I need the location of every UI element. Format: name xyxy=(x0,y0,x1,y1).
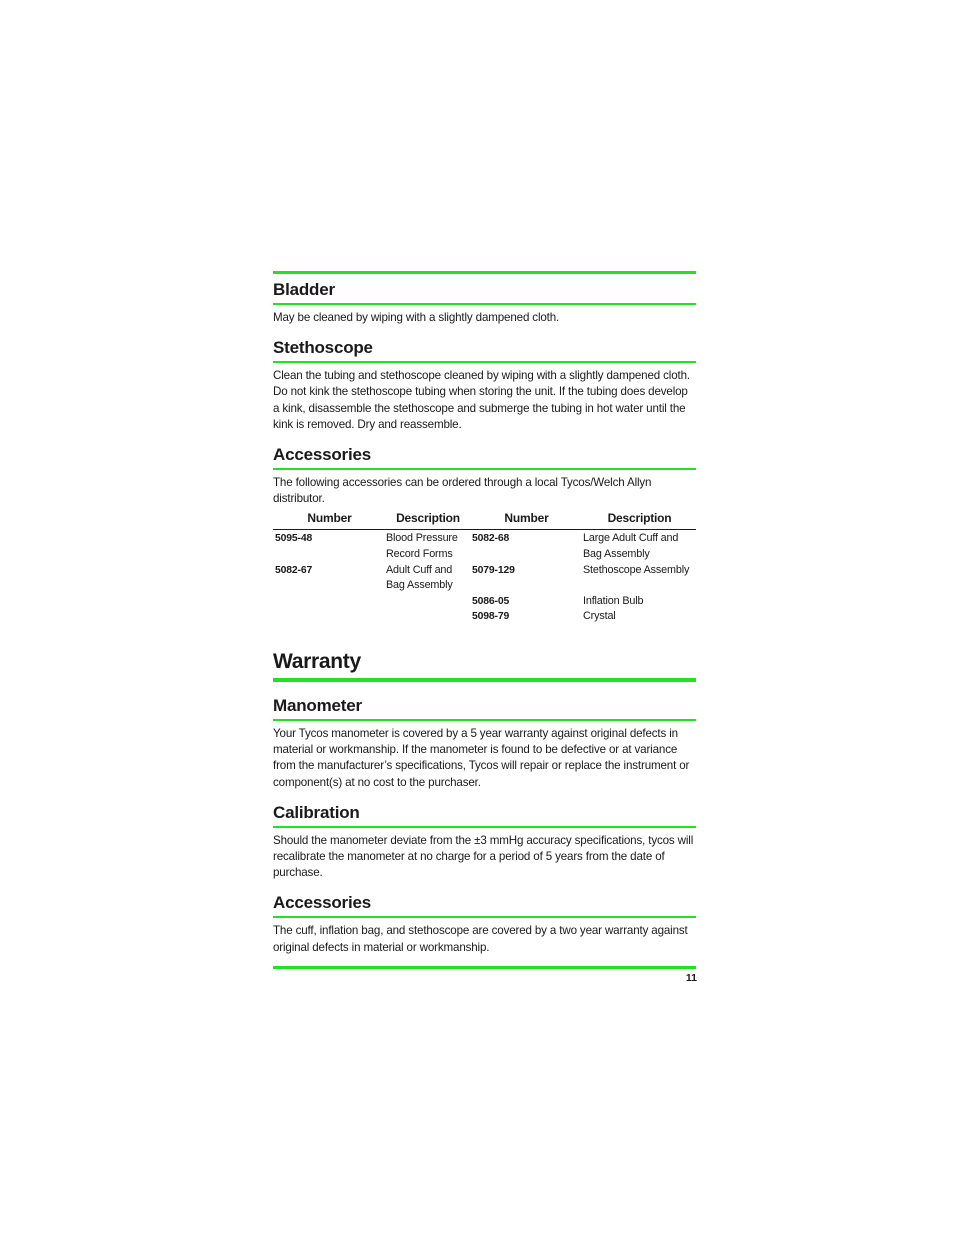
part-number: 5095-48 xyxy=(275,533,313,545)
accessories-heading: Accessories xyxy=(273,445,371,465)
column-header-description: Description xyxy=(583,509,696,530)
accessories-table xyxy=(273,509,696,625)
top-rule xyxy=(273,271,696,274)
part-number: 5098-79 xyxy=(472,611,510,623)
table-row xyxy=(273,563,696,594)
stethoscope-heading: Stethoscope xyxy=(273,338,373,358)
part-description: Crystal xyxy=(583,610,616,623)
part-description: Adult Cuff and Bag Assembly xyxy=(386,563,453,592)
column-header-number: Number xyxy=(470,509,583,530)
part-number xyxy=(273,609,386,625)
part-description: Stethoscope Assembly xyxy=(583,563,690,576)
part-description xyxy=(386,609,470,625)
warranty-accessories-rule xyxy=(273,916,696,918)
warranty-rule xyxy=(273,678,696,682)
warranty-heading: Warranty xyxy=(273,649,361,673)
column-header-description: Description xyxy=(386,509,470,530)
page-number: 11 xyxy=(685,971,697,984)
warranty-accessories-text: The cuff, inflation bag, and stethoscope are covered by a two year warranty against original defects in material or workmanship. xyxy=(273,924,688,954)
part-number: 5079-129 xyxy=(472,564,515,576)
manometer-heading: Manometer xyxy=(273,695,362,715)
part-description: Large Adult Cuff and Bag Assembly xyxy=(583,532,679,561)
table-row xyxy=(273,530,696,563)
warranty-accessories-heading: Accessories xyxy=(273,893,371,913)
stethoscope-text: Clean the tubing and stethoscope cleaned by wiping with a slightly dampened cloth. Do not kink the stethoscope tubing when storing the unit. If the tubing does develop a kink, disassemble the stethoscope and submerge the tubing in hot water until the kink is removed. Dry and reassemble. xyxy=(273,369,690,431)
part-number: 5086-05 xyxy=(472,595,510,607)
bladder-text: May be cleaned by wiping with a slightly dampened cloth. xyxy=(273,311,560,324)
part-description: Inflation Bulb xyxy=(583,594,644,607)
part-number: 5082-68 xyxy=(472,533,510,545)
column-header-number: Number xyxy=(273,509,386,530)
table-row xyxy=(273,594,696,610)
bladder-heading: Bladder xyxy=(273,280,335,299)
manometer-rule xyxy=(273,719,696,721)
stethoscope-rule xyxy=(273,361,696,363)
calibration-heading: Calibration xyxy=(273,802,360,822)
bladder-rule xyxy=(273,303,696,305)
part-description xyxy=(386,594,470,610)
part-number xyxy=(273,594,386,610)
calibration-rule xyxy=(273,826,696,828)
part-number: 5082-67 xyxy=(275,564,313,576)
calibration-text: Should the manometer deviate from the ±3 mmHg accuracy specifications, tycos will recalibrate the manometer at no charge for a period of 5 years from the date of purchase. xyxy=(273,833,694,880)
manometer-text: Your Tycos manometer is covered by a 5 year warranty against original defects in material or workmanship. If the manometer is found to be defective or at variance from the manufacturer’s specifications, Tycos will repair or replace the instrument or component(s) at no cost to the purchaser. xyxy=(273,726,690,789)
accessories-intro: The following accessories can be ordered through a local Tycos/Welch Allyn distributor. xyxy=(273,476,652,506)
accessories-rule xyxy=(273,468,696,470)
manual-page xyxy=(273,271,696,984)
accessories-table-header xyxy=(273,509,696,530)
table-row xyxy=(273,609,696,625)
part-description: Blood Pressure Record Forms xyxy=(386,532,458,561)
